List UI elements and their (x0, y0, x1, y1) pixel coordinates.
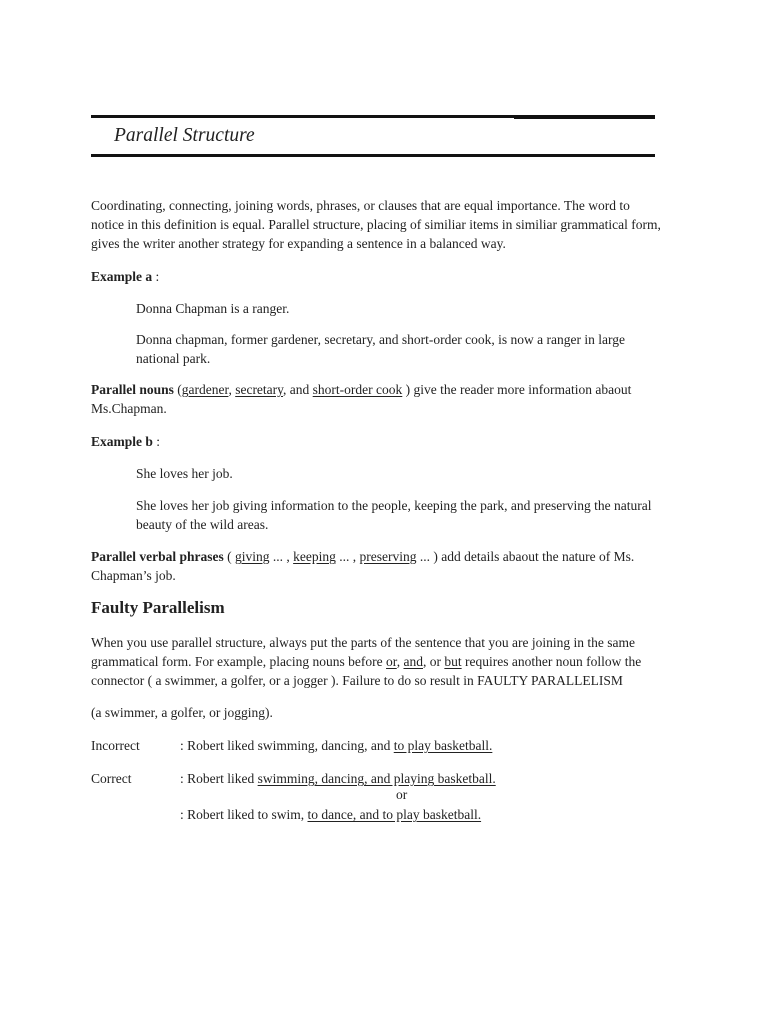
parallel-verbal-line-2: Chapman’s job. (91, 568, 176, 583)
parallel-verbal-label: Parallel verbal phrases (91, 549, 224, 564)
example-b-sentence-1: She loves her job. (136, 466, 233, 481)
faulty-paragraph (91, 633, 691, 690)
parallel-nouns-label: Parallel nouns (91, 382, 174, 397)
separator: , or (423, 654, 445, 669)
connector-or: or (386, 654, 397, 669)
correct-label: Correct (91, 771, 132, 786)
correct-prefix: : Robert liked to swim, (180, 807, 308, 822)
correct-sentence-1 (180, 769, 496, 788)
verbal-keeping: keeping (293, 549, 336, 564)
intro-line: Coordinating, connecting, joining words, phrases, or clauses that are equal importance. The word to (91, 198, 630, 213)
intro-paragraph (91, 196, 691, 253)
parallel-verbal-rest: ... ) add details abaout the nature of Ms. (416, 549, 635, 564)
separator: , (396, 654, 404, 669)
parallel-verbal-line (91, 547, 691, 566)
parallel-nouns-line-2: Ms.Chapman. (91, 401, 167, 416)
separator: , (228, 382, 236, 397)
page-title: Parallel Structure (114, 125, 255, 146)
paren-open: ( (223, 549, 235, 564)
title-rule-top-accent (514, 115, 655, 119)
example-a-colon: : (152, 269, 160, 284)
connector-and: and (403, 654, 423, 669)
incorrect-underlined: to play basketball. (393, 738, 493, 753)
title-rule-bottom (91, 154, 655, 157)
verbal-preserving: preserving (359, 549, 417, 564)
separator: ... , (335, 549, 360, 564)
noun-gardener: gardener (181, 382, 229, 397)
faulty-line: When you use parallel structure, always put the parts of the sentence that you are joining in the same (91, 635, 635, 650)
example-a-heading (91, 267, 691, 286)
example-a-sentence-2-line: national park. (136, 351, 211, 366)
example-a-label: Example a (91, 269, 153, 284)
example-b-sentence-2 (136, 496, 676, 534)
verbal-giving: giving (234, 549, 270, 564)
example-b-sentence-2-line: beauty of the wild areas. (136, 517, 269, 532)
paren-open: ( (173, 382, 182, 397)
example-b-sentence-2-line: She loves her job giving information to the people, keeping the park, and preserving the natural (136, 498, 652, 513)
faulty-line: connector ( a swimmer, a golfer, or a jogger ). Failure to do so result in FAULTY PARALLELISM (91, 673, 623, 688)
parallel-nouns-paragraph (91, 380, 691, 418)
parallel-verbal-paragraph (91, 547, 691, 585)
correct-sentence-2 (180, 805, 481, 824)
connector-but: but (444, 654, 462, 669)
noun-short-order-cook: short-order cook (312, 382, 403, 397)
separator: ... , (269, 549, 294, 564)
example-a-sentence-2-line: Donna chapman, former gardener, secretary, and short-order cook, is now a ranger in large (136, 332, 626, 347)
faulty-line-text: requires another noun follow the (461, 654, 642, 669)
faulty-example-note: (a swimmer, a golfer, or jogging). (91, 705, 273, 720)
example-b-colon: : (152, 434, 161, 449)
example-b-heading (91, 432, 691, 451)
intro-line: gives the writer another strategy for expanding a sentence in a balanced way. (91, 236, 506, 251)
incorrect-sentence (180, 736, 492, 755)
noun-secretary: secretary (235, 382, 284, 397)
parallel-nouns-rest: ) give the reader more information abaout (402, 382, 632, 397)
faulty-parallelism-heading: Faulty Parallelism (91, 598, 225, 617)
correct-underlined-2: to dance, and to play basketball. (307, 807, 482, 822)
faulty-line-text: grammatical form. For example, placing nouns before (91, 654, 387, 669)
incorrect-prefix: : Robert liked swimming, dancing, and (180, 738, 394, 753)
incorrect-label: Incorrect (91, 738, 140, 753)
intro-line: notice in this definition is equal. Parallel structure, placing of similiar items in similiar grammatical form, (91, 217, 661, 232)
example-a-sentence-1: Donna Chapman is a ranger. (136, 301, 290, 316)
example-a-sentence-2 (136, 330, 676, 368)
faulty-line (91, 652, 691, 671)
or-separator: or (396, 787, 408, 802)
correct-underlined-1: swimming, dancing, and playing basketball. (257, 771, 496, 786)
example-b-label: Example b (91, 434, 153, 449)
correct-prefix: : Robert liked (180, 771, 258, 786)
parallel-nouns-line (91, 380, 691, 399)
separator: , and (283, 382, 313, 397)
